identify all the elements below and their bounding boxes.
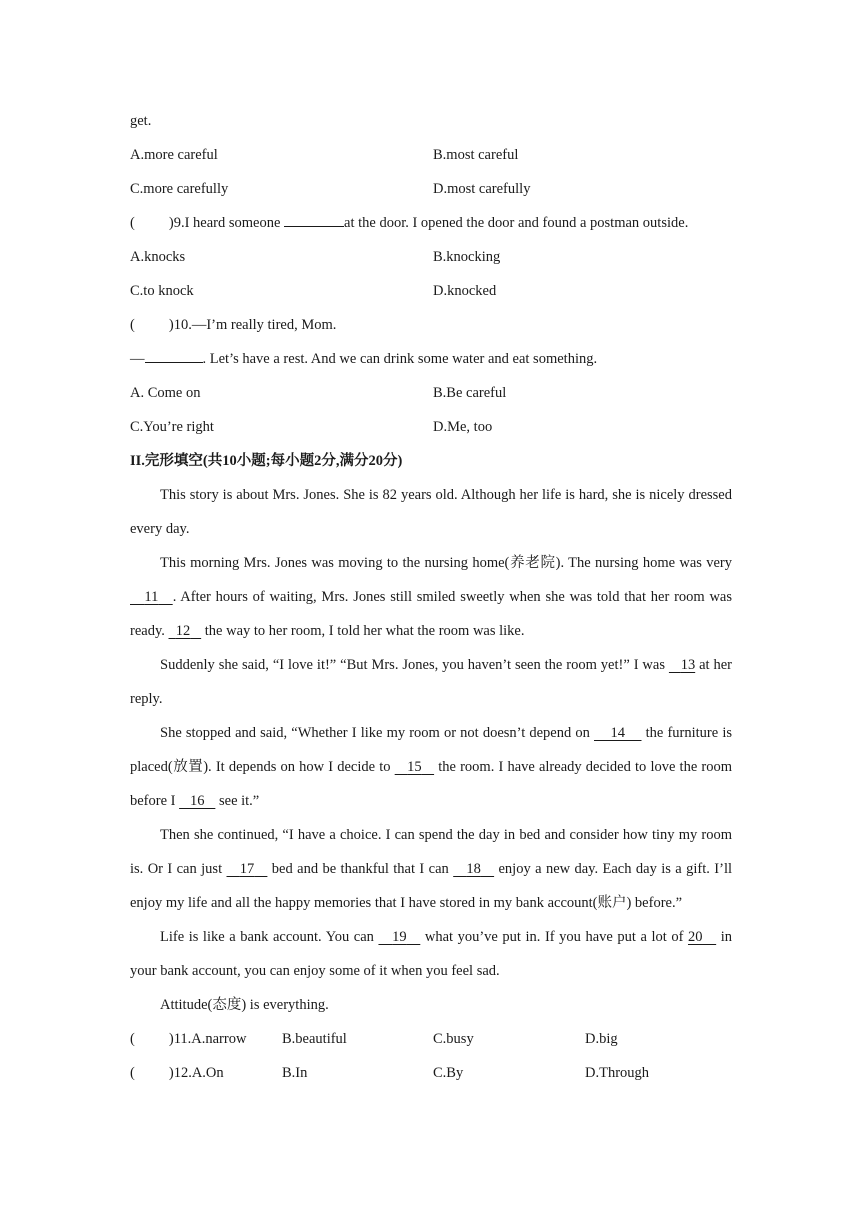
passage-paragraph-4: She stopped and said, “Whether I like my room or not doesn’t depend on 14 the furniture is placed(放置). It depends on how I decide to 15 the room. I have already decided to love the room before I 16 see it.” — [130, 725, 733, 809]
q8-options-row-1 — [130, 138, 732, 172]
blank-18[interactable]: 18 — [466, 861, 481, 877]
q9-stem-rest: at the door. I opened the door and found a postman outside. — [344, 215, 689, 231]
q12-option-a: ( )12.A.On — [130, 1065, 224, 1081]
q9-option-d: D.knocked — [433, 283, 497, 299]
q11-option-b: B.beautiful — [282, 1031, 347, 1047]
section-2-title: II.完形填空(共10小题;每小题2分,满分20分) — [130, 453, 403, 469]
question-9 — [130, 206, 732, 240]
q10-answer-paren[interactable]: ( ) — [130, 317, 174, 333]
q8-option-b: B.most careful — [433, 147, 519, 163]
q9-answer-paren[interactable]: ( ) — [130, 215, 174, 231]
q11-option-c: C.busy — [433, 1031, 474, 1047]
q8-option-d: D.most carefully — [433, 181, 531, 197]
q8-tail: get. — [130, 113, 152, 129]
question-11 — [130, 1022, 732, 1056]
blank-16[interactable]: 16 — [189, 793, 205, 809]
q9-options-row-2 — [130, 274, 732, 308]
blank-12[interactable]: 12 — [175, 623, 191, 639]
passage-paragraph-5: Then she continued, “I have a choice. I can spend the day in bed and consider how tiny my room is. Or I can just 17 bed and be thankful that I can 18 enjoy a new day. Each day is a gift. I’ll enjoy my life and all the happy memories that I have stored in my bank account(账户) before.” — [130, 827, 733, 911]
blank-13[interactable]: 13 — [680, 657, 696, 673]
document-page — [130, 104, 732, 1090]
blank-20[interactable]: 20 — [687, 929, 703, 945]
q10-options-row-2 — [130, 410, 732, 444]
question-10 — [130, 308, 732, 342]
passage-paragraph-2: This morning Mrs. Jones was moving to the nursing home(养老院). The nursing home was very 11 . After hours of waiting, Mrs. Jones still smiled sweetly when she was told that her room was ready. 12 the way to her room, I told her what the room was like. — [130, 555, 733, 639]
blank-19[interactable]: 19 — [392, 929, 407, 945]
q11-option-a: ( )11.A.narrow — [130, 1031, 247, 1047]
question-12 — [130, 1056, 732, 1090]
q9-option-a: A.knocks — [130, 249, 186, 265]
q9-blank — [284, 212, 344, 227]
blank-14[interactable]: 14 — [610, 725, 625, 741]
q11-answer-paren[interactable]: ( ) — [130, 1031, 174, 1047]
q9-option-b: B.knocking — [433, 249, 501, 265]
passage-paragraph-7: Attitude(态度) is everything. — [160, 997, 329, 1013]
q12-option-c: C.By — [433, 1065, 464, 1081]
blank-17[interactable]: 17 — [239, 861, 255, 877]
q12-option-d: D.Through — [585, 1065, 650, 1081]
q12-option-b: B.In — [282, 1065, 308, 1081]
q10-reply: . Let’s have a rest. And we can drink some water and eat something. — [202, 351, 598, 367]
q9-option-c: C.to knock — [130, 283, 194, 299]
question-10-reply: — . Let’s have a rest. And we can drink some water and eat something. — [130, 342, 732, 376]
q10-options-row-1 — [130, 376, 732, 410]
q10-stem: 10.—I’m really tired, Mom. — [173, 317, 337, 333]
q8-options-row-2 — [130, 172, 732, 206]
q10-blank — [145, 348, 203, 363]
q9-stem: 9.I heard someone — [173, 215, 285, 231]
q10-option-b: B.Be careful — [433, 385, 507, 401]
q12-answer-paren[interactable]: ( ) — [130, 1065, 174, 1081]
q9-options-row-1 — [130, 240, 732, 274]
passage-paragraph-6: Life is like a bank account. You can 19 what you’ve put in. If you have put a lot of 20 in your bank account, you can enjoy some of it when you feel sad. — [130, 929, 732, 979]
q8-option-a: A.more careful — [130, 147, 218, 163]
q10-option-a: A. Come on — [130, 385, 201, 401]
blank-11[interactable]: 11 — [144, 589, 159, 605]
blank-15[interactable]: 15 — [407, 759, 422, 775]
q10-option-c: C.You’re right — [130, 419, 214, 435]
q10-option-d: D.Me, too — [433, 419, 493, 435]
passage-paragraph-1: This story is about Mrs. Jones. She is 82 years old. Although her life is hard, she is nicely dressed every day. — [130, 487, 732, 537]
q11-option-d: D.big — [585, 1031, 618, 1047]
passage-paragraph-3: Suddenly she said, “I love it!” “But Mrs. Jones, you haven’t seen the room yet!” I was 13 at her reply. — [130, 657, 733, 707]
q8-option-c: C.more carefully — [130, 181, 229, 197]
